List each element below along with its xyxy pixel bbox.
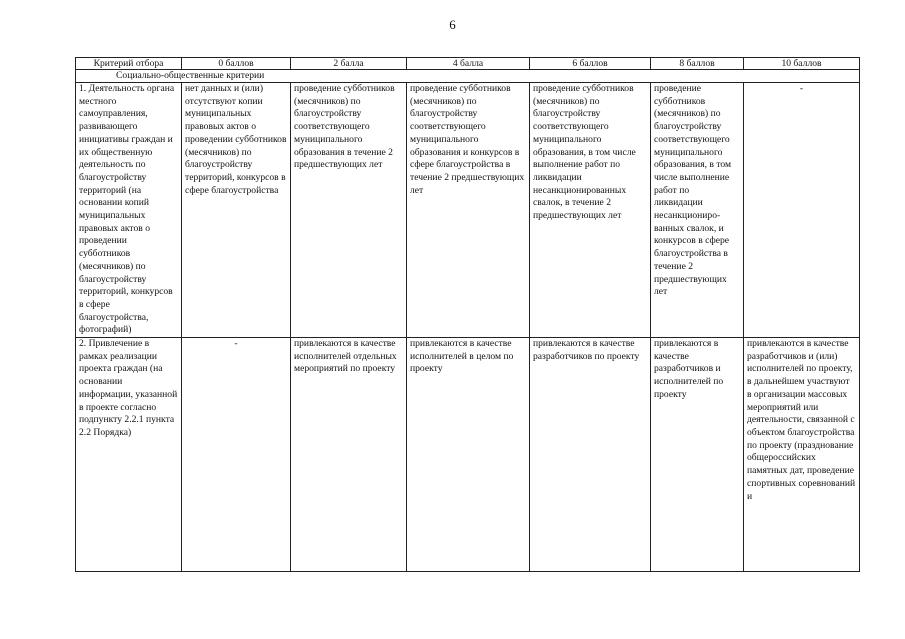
page-number: 6 xyxy=(449,17,456,32)
table-row xyxy=(76,83,860,338)
header-0-points: 0 баллов xyxy=(182,58,291,70)
score-cell-6: привлекаются в качестве разработчиков по проекту xyxy=(530,338,651,572)
score-cell-0: - xyxy=(182,338,291,572)
score-cell-4: проведение субботников (месячников) по благоустройству соответствующего муниципального образования и конкурсов в сфере благоустройства в течение 2 предшествующих лет xyxy=(407,83,530,338)
score-cell-10: привлекаются в качестве разработчиков и (или) исполнителей по проекту, в дальнейшем участвуют в организации массовых мероприятий или деятельности, связанной с объектом благоустройства по проекту (празднование общероссийских памятных дат, проведение спортивных соревнований и xyxy=(744,338,860,572)
header-criterion: Критерий отбора xyxy=(76,58,182,70)
score-cell-10: - xyxy=(744,83,860,338)
header-row xyxy=(76,58,860,70)
score-cell-8: проведение субботников (месячников) по благоустройству соответствующего муниципального образования, в том числе выполнение работ по ликвидации несанкциониро-ванных свалок, и конкурсов в сфере благоустройства в течение 2 предшествующих лет xyxy=(651,83,744,338)
section-title: Социально-общественные критерии xyxy=(76,70,860,83)
header-2-points: 2 балла xyxy=(291,58,407,70)
score-cell-2: привлекаются в качестве исполнителей отдельных мероприятий по проекту xyxy=(291,338,407,572)
criterion-cell: 1. Деятельность органа местного самоуправления, развивающего инициативы граждан и их общественную деятельность по благоустройству территорий (на основании копий муниципальных правовых актов о проведении субботников (месячников) по благоустройству территорий, конкурсов в сфере благоустройства, фотографий) xyxy=(76,83,182,338)
criterion-cell: 2. Привлечение в рамках реализации проекта граждан (на основании информации, указанной в проекте согласно подпункту 2.2.1 пункта 2.2 Порядка) xyxy=(76,338,182,572)
score-cell-2: проведение субботников (месячников) по благоустройству соответствующего муниципального образования в течение 2 предшествующих лет xyxy=(291,83,407,338)
score-cell-8: привлекаются в качестве разработчиков и исполнителей по проекту xyxy=(651,338,744,572)
criteria-table xyxy=(75,57,860,572)
score-cell-6: проведение субботников (месячников) по благоустройству соответствующего муниципального образования, в том числе выполнение работ по ликвидации несанкционированных свалок, в течение 2 предшествующих лет xyxy=(530,83,651,338)
header-10-points: 10 баллов xyxy=(744,58,860,70)
section-row xyxy=(76,70,860,83)
score-cell-4: привлекаются в качестве исполнителей в целом по проекту xyxy=(407,338,530,572)
score-cell-0: нет данных и (или) отсутствуют копии муниципальных правовых актов о проведении субботников (месячников) по благоустройству территорий, конкурсов в сфере благоустройства xyxy=(182,83,291,338)
header-6-points: 6 баллов xyxy=(530,58,651,70)
table-row xyxy=(76,338,860,572)
header-8-points: 8 баллов xyxy=(651,58,744,70)
header-4-points: 4 балла xyxy=(407,58,530,70)
